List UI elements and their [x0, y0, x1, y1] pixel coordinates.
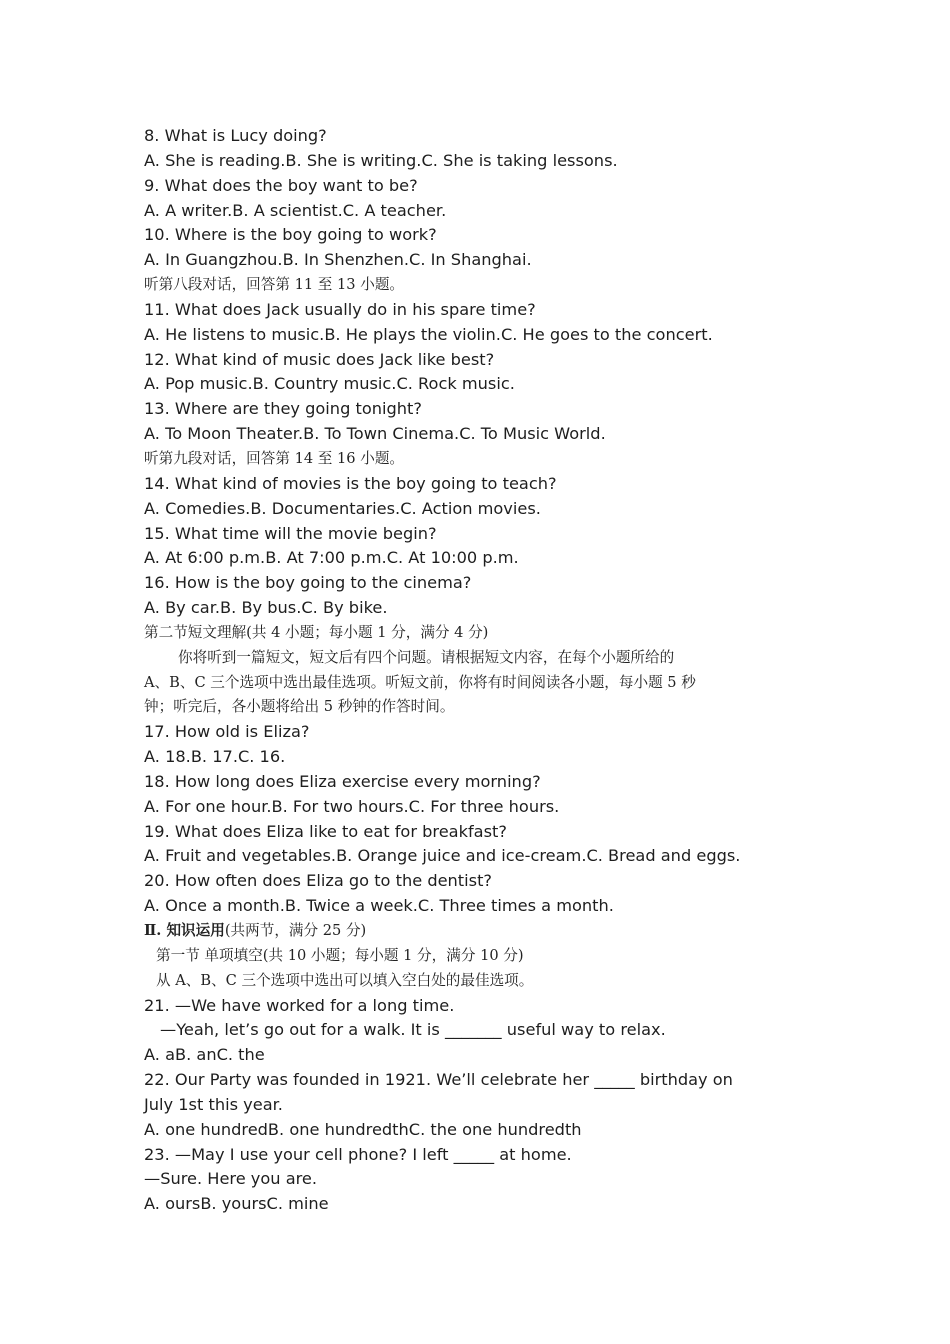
question-13: 13. Where are they going tonight? — [144, 399, 422, 419]
question-22-cont: July 1st this year. — [144, 1094, 283, 1114]
question-18: 18. How long does Eliza exercise every morning? — [144, 771, 541, 791]
options-23: A. oursB. yoursC. mine — [144, 1194, 329, 1214]
section-heading-passage: 第二节短文理解(共 4 小题；每小题 1 分，满分 4 分) — [144, 623, 489, 641]
passage-instruction-1: 你将听到一篇短文，短文后有四个问题。请根据短文内容，在每个小题所给的 — [178, 648, 675, 666]
question-17: 17. How old is Eliza? — [144, 722, 310, 742]
options-15: A. At 6:00 p.m.B. At 7:00 p.m.C. At 10:00 p.m. — [144, 548, 519, 568]
options-21: A. aB. anC. the — [144, 1045, 265, 1065]
document-body — [144, 124, 824, 1217]
options-10: A. In Guangzhou.B. In Shenzhen.C. In Shanghai. — [144, 250, 532, 270]
question-23: 23. —May I use your cell phone? I left _____ at home. — [144, 1144, 572, 1164]
section-instruction-9: 听第九段对话，回答第 14 至 16 小题。 — [144, 449, 405, 467]
options-8: A. She is reading.B. She is writing.C. She is taking lessons. — [144, 150, 618, 170]
part-two-score: (共两节，满分 25 分) — [224, 922, 367, 939]
options-16: A. By car.B. By bus.C. By bike. — [144, 598, 388, 618]
part-two-title: Ⅱ. 知识运用 — [144, 922, 225, 939]
options-11: A. He listens to music.B. He plays the violin.C. He goes to the concert. — [144, 324, 713, 344]
question-8: 8. What is Lucy doing? — [144, 126, 327, 145]
passage-instruction-3: 钟；听完后，各小题将给出 5 秒钟的作答时间。 — [144, 698, 455, 716]
question-11: 11. What does Jack usually do in his spare time? — [144, 299, 536, 319]
question-9: 9. What does the boy want to be? — [144, 175, 418, 195]
options-14: A. Comedies.B. Documentaries.C. Action movies. — [144, 498, 541, 518]
question-14: 14. What kind of movies is the boy going to teach? — [144, 473, 557, 493]
section-instruction-8: 听第八段对话，回答第 11 至 13 小题。 — [144, 276, 405, 294]
options-18: A. For one hour.B. For two hours.C. For three hours. — [144, 796, 560, 816]
question-23-reply: —Sure. Here you are. — [144, 1169, 318, 1189]
options-19: A. Fruit and vegetables.B. Orange juice and ice-cream.C. Bread and eggs. — [144, 846, 741, 866]
question-12: 12. What kind of music does Jack like best? — [144, 349, 495, 369]
question-16: 16. How is the boy going to the cinema? — [144, 573, 472, 593]
options-9: A. A writer.B. A scientist.C. A teacher. — [144, 200, 447, 220]
options-13: A. To Moon Theater.B. To Town Cinema.C. To Music World. — [144, 424, 606, 444]
single-choice-instruction: 从 A、B、C 三个选项中选出可以填入空白处的最佳选项。 — [156, 971, 534, 989]
question-21-reply: —Yeah, let’s go out for a walk. It is _______ useful way to relax. — [160, 1020, 666, 1040]
question-15: 15. What time will the movie begin? — [144, 523, 437, 543]
question-20: 20. How often does Eliza go to the dentist? — [144, 871, 493, 891]
part-two-heading — [144, 919, 824, 944]
options-17: A. 18.B. 17.C. 16. — [144, 747, 286, 767]
options-12: A. Pop music.B. Country music.C. Rock music. — [144, 374, 515, 394]
question-21: 21. —We have worked for a long time. — [144, 995, 455, 1015]
question-19: 19. What does Eliza like to eat for breakfast? — [144, 821, 507, 841]
options-22: A. one hundredB. one hundredthC. the one hundredth — [144, 1119, 582, 1139]
question-10: 10. Where is the boy going to work? — [144, 225, 437, 245]
section-heading-single-choice: 第一节 单项填空(共 10 小题；每小题 1 分，满分 10 分) — [156, 946, 524, 964]
question-22: 22. Our Party was founded in 1921. We’ll celebrate her _____ birthday on — [144, 1070, 733, 1090]
passage-instruction-2: A、B、C 三个选项中选出最佳选项。听短文前，你将有时间阅读各小题，每小题 5 秒 — [144, 673, 696, 691]
options-20: A. Once a month.B. Twice a week.C. Three times a month. — [144, 896, 614, 916]
